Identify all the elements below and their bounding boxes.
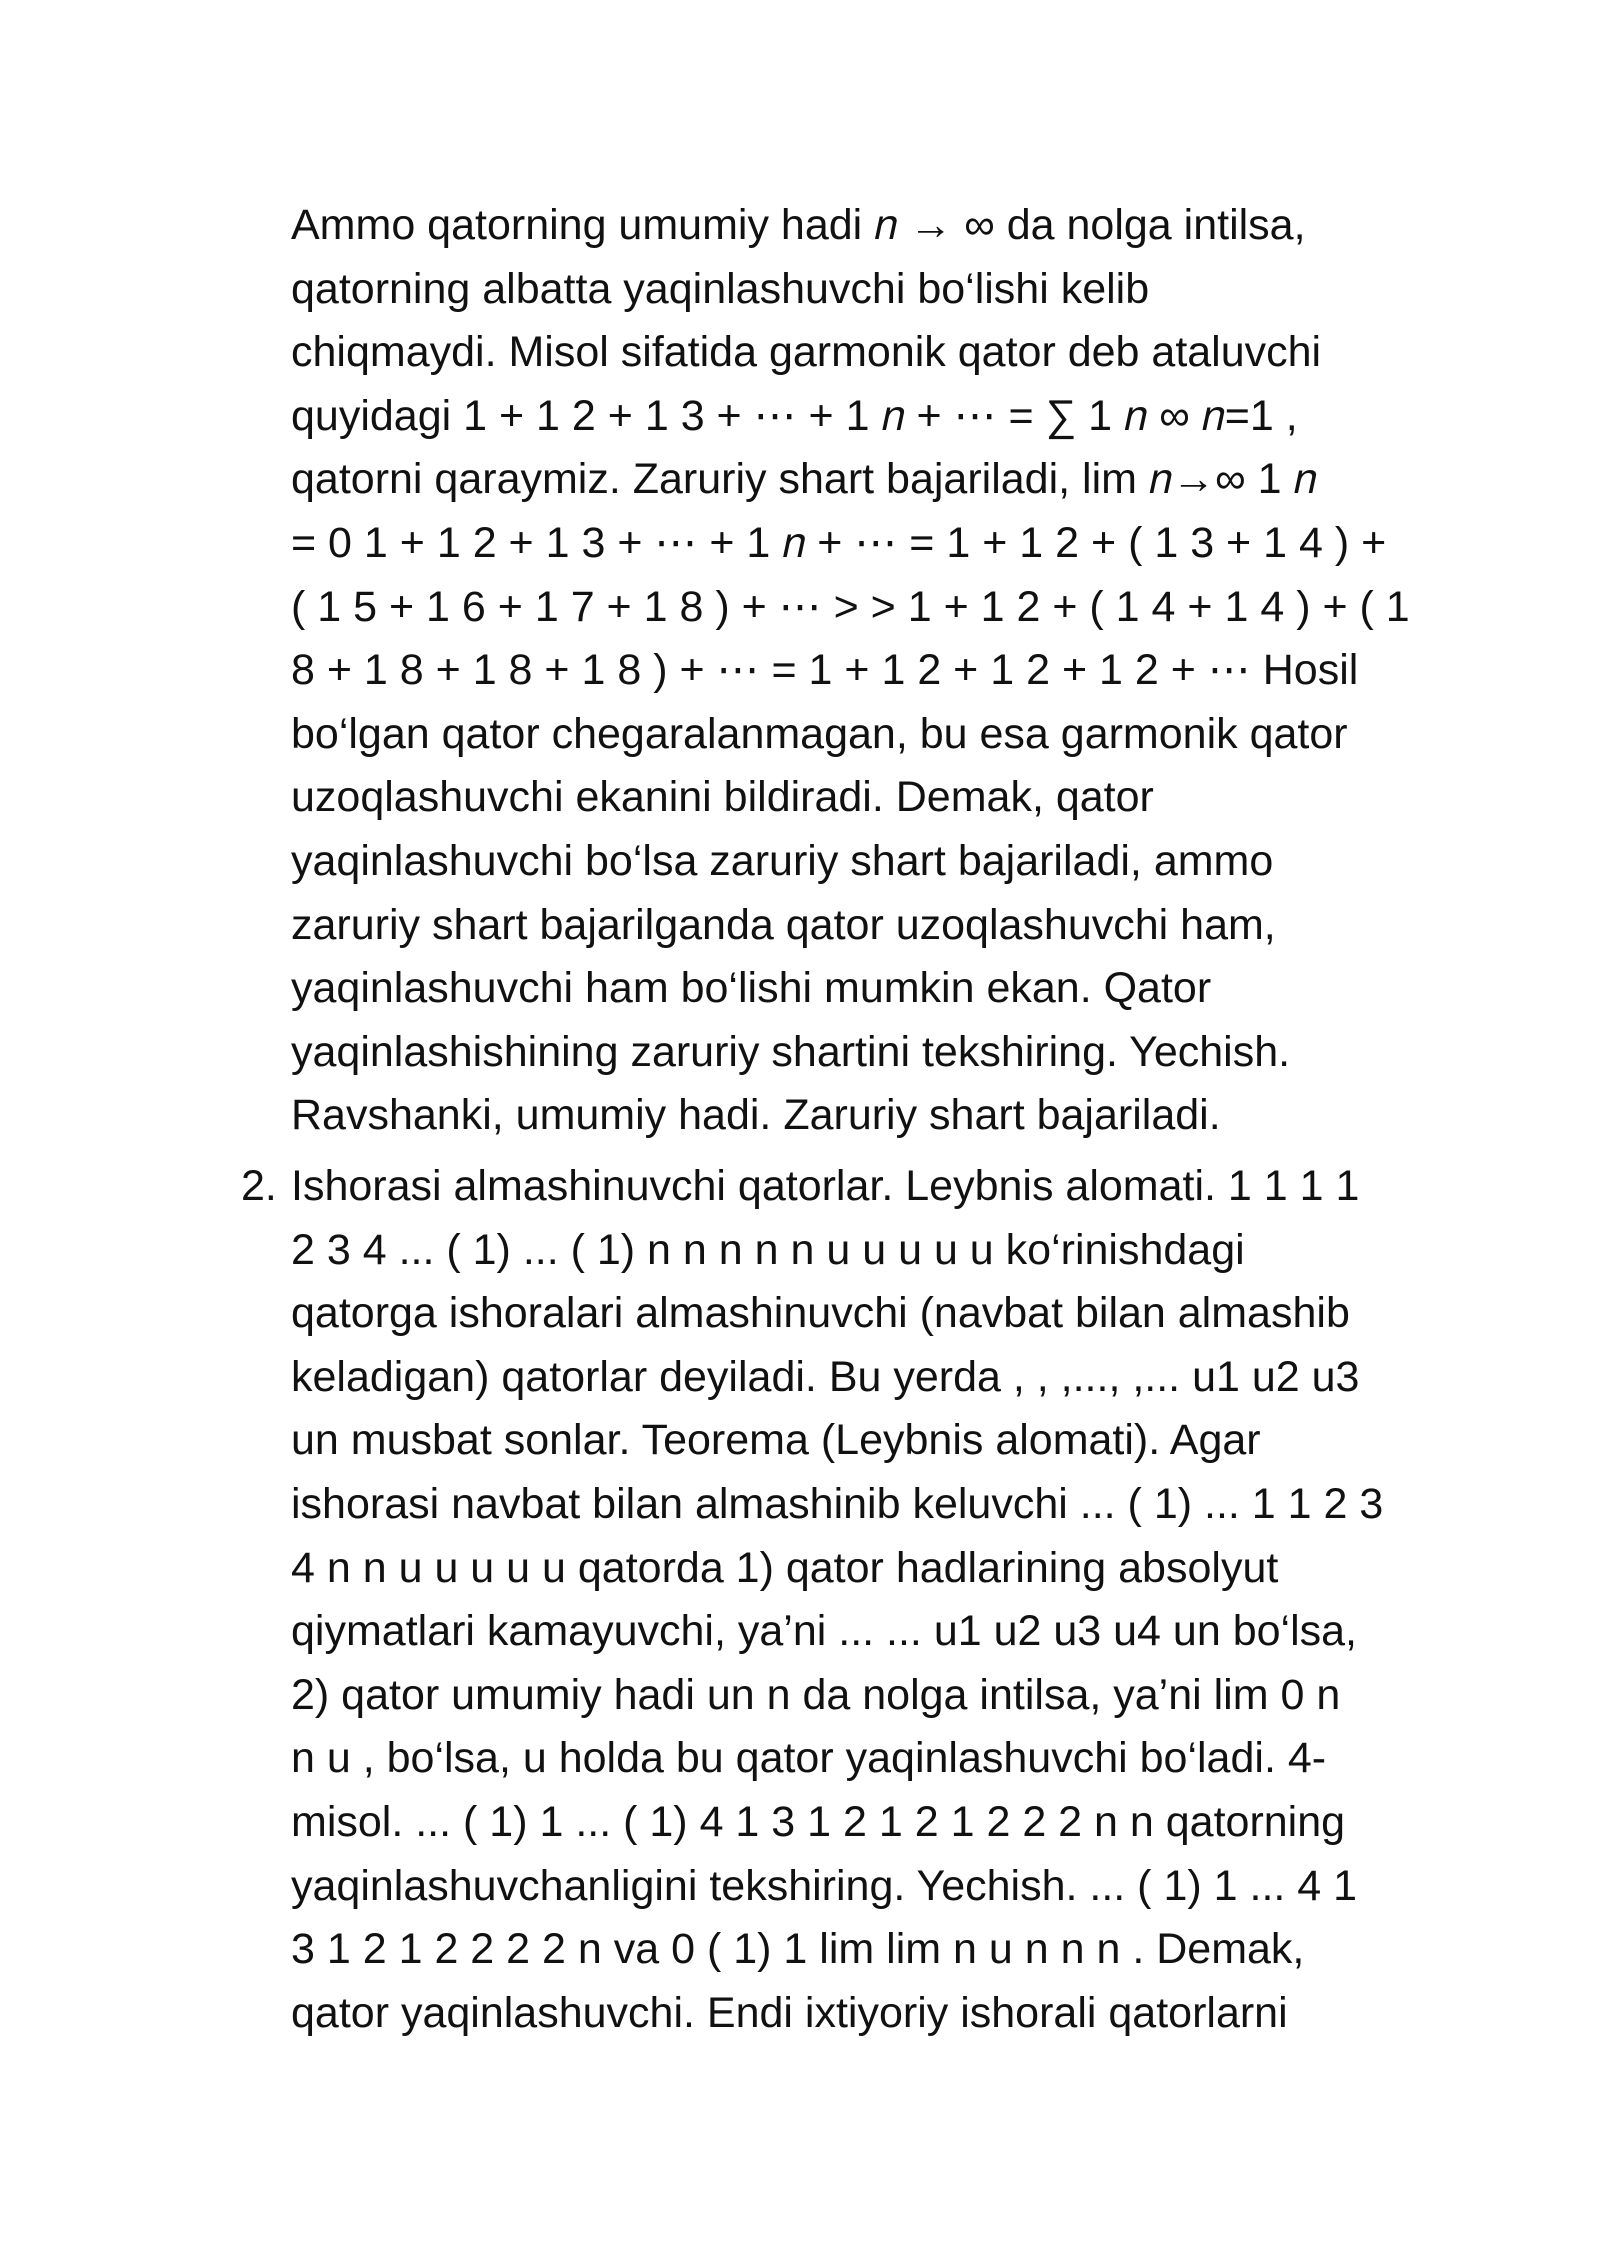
text-line: yaqinlashuvchanligini tekshiring. Yechish. ... ( 1) 1 ... 4 1 <box>291 1861 1358 1910</box>
text-line: un musbat sonlar. Teorema (Leybnis alomati). Agar <box>291 1416 1261 1465</box>
text-line: qatorni qaraymiz. Zaruriy shart bajariladi, lim 𝑛→∞ 1 𝑛 <box>291 455 1317 504</box>
text-line: 3 1 2 1 2 2 2 2 n va 0 ( 1) 1 lim lim n u n n n . Demak, <box>291 1925 1305 1974</box>
text-line: Ammo qatorning umumiy hadi 𝑛 → ∞ da nolga intilsa, <box>291 201 1306 249</box>
text-line: bo‘lgan qator chegaralanmagan, bu esa garmonik qator <box>291 709 1348 758</box>
paragraph-harmonic-series <box>291 194 1431 1148</box>
text-line: misol. ... ( 1) 1 ... ( 1) 4 1 3 1 2 1 2 1 2 2 2 n n qatorning <box>291 1797 1346 1846</box>
text-line: qiymatlari kamayuvchi, ya’ni ... ... u1 u2 u3 u4 un bo‘lsa, <box>291 1607 1357 1656</box>
text-line: qatorning albatta yaqinlashuvchi bo‘lishi kelib <box>291 264 1150 313</box>
text-line: = 0 1 + 1 2 + 1 3 + ⋯ + 1 𝑛 + ⋯ = 1 + 1 2 + ( 1 3 + 1 4 ) + <box>291 518 1387 567</box>
text-line: n u , bo‘lsa, u holda bu qator yaqinlashuvchi bo‘ladi. 4- <box>291 1734 1327 1783</box>
text-line: 2) qator umumiy hadi un n da nolga intilsa, ya’ni lim 0 n <box>291 1670 1341 1719</box>
text-line: 8 + 1 8 + 1 8 + 1 8 ) + ⋯ = 1 + 1 2 + 1 2 + 1 2 + ⋯ Hosil <box>291 646 1359 695</box>
text-line: 2 3 4 ... ( 1) ... ( 1) n n n n n u u u u u ko‘rinishdagi <box>291 1225 1245 1274</box>
text-line: uzoqlashuvchi ekanini bildiradi. Demak, qator <box>291 773 1154 822</box>
text-line: chiqmaydi. Misol sifatida garmonik qator deb ataluvchi <box>291 328 1322 377</box>
list-number: 2. <box>241 1162 277 1210</box>
text-line: Ravshanki, umumiy hadi. Zaruriy shart bajariladi. <box>291 1091 1221 1140</box>
text-line: qatorga ishoralari almashinuvchi (navbat bilan almashib <box>291 1289 1350 1338</box>
text-line: yaqinlashuvchi ham bo‘lishi mumkin ekan. Qator <box>291 964 1212 1013</box>
text-line: yaqinlashuvchi bo‘lsa zaruriy shart bajariladi, ammo <box>291 836 1274 885</box>
list-item-2 <box>241 1155 1431 2045</box>
text-line: ( 1 5 + 1 6 + 1 7 + 1 8 ) + ⋯ > > 1 + 1 2 + ( 1 4 + 1 4 ) + ( 1 <box>291 582 1410 631</box>
text-line: 4 n n u u u u u qatorda 1) qator hadlarining absolyut <box>291 1543 1279 1592</box>
text-line: ishorasi navbat bilan almashinib keluvchi ... ( 1) ... 1 1 2 3 <box>291 1479 1384 1528</box>
text-line: zaruriy shart bajarilganda qator uzoqlashuvchi ham, <box>291 900 1276 949</box>
text-line: qator yaqinlashuvchi. Endi ixtiyoriy ishorali qatorlarni <box>291 1988 1288 2037</box>
text-line: yaqinlashishining zaruriy shartini tekshiring. Yechish. <box>291 1027 1291 1076</box>
text-line: keladigan) qatorlar deyiladi. Bu yerda , , ,..., ,... u1 u2 u3 <box>291 1352 1360 1401</box>
text-line: quyidagi 1 + 1 2 + 1 3 + ⋯ + 1 𝑛 + ⋯ = ∑ 1 𝑛 ∞ 𝑛=1 , <box>291 391 1298 440</box>
text-line: Ishorasi almashinuvchi qatorlar. Leybnis alomati. 1 1 1 1 <box>291 1162 1360 1210</box>
